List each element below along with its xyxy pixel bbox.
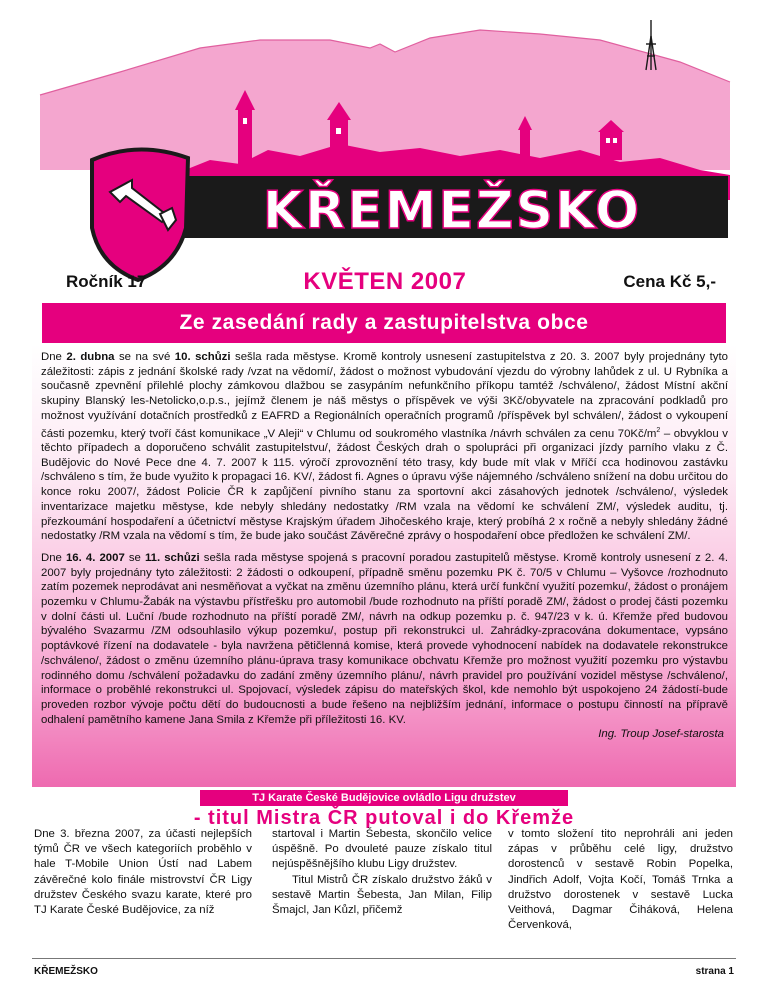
- paragraph-1-run: 2. dubna: [66, 351, 115, 363]
- paragraph-1-run: Dne: [41, 351, 67, 363]
- issue-month: KVĚTEN 2007: [303, 268, 467, 295]
- paragraph-1-run: 10. schůzi: [174, 351, 231, 363]
- karate-title: - titul Mistra ČR putoval i do Křemže: [193, 807, 575, 829]
- main-article: [32, 344, 736, 787]
- paragraph-1-run: – obvyklou v těchto případech a doporučeno schválit zastupitelstvu/, žádost Českých drah o spolupráci při organizaci jízdy parního vlaku z Č. Budějovic do Nové Pece dne 4. 7. 2007 k 115. výročí zprovoznění této trasy, kdy bude mít vlak v Mříčí cca hodinovou zastávku /schváleno s tím, že bude využito k propagaci 16. KV/, žádost fi. Agnes o úpravu výše nájemného /schváleno snížení na dobu určitou do konce roku 2007/, žádost Policie ČR k zapůjčení pivního stanu za sportovní akci zásahových jednotek /schváleno/, výsledek inventarizace majetku městyse, kde nebyly shledány nedostatky /RM vzala na vědomí ke schválení ZM/, výsledek auditu, tj. přezkoumání hospodaření a účetnictví městyse Krajským úřadem Jihočeského kraje, který probíhá 2 x ročně a nebyly shledány žádné nedostatky /RM vzala na vědomí s tím, že bude jako součást Závěrečné zprávy o hospodaření obce předložen ke schválení ZM/.: [41, 427, 728, 543]
- issue-price: Cena Kč 5,-: [623, 272, 716, 291]
- article-signature: Ing. Troup Josef-starosta: [598, 728, 724, 741]
- paragraph-2-run: 11. schůzi: [144, 551, 200, 564]
- paragraph-1-run: se na své: [114, 351, 175, 363]
- issue-info-bar: [42, 262, 726, 302]
- paragraph-2-run: sešla rada městyse spojená s pracovní poradou zastupitelů městyse. Kromě kontroly usnesení z 2. 4. 2007 byly projednány tyto záležitosti: 2 žádosti o odkoupení, případně směnu pozemku PK č. 70/5 v Chlumu – Vyšovce /rozhodnuto zatím pozemek neprodávat ani nesměňovat a vyčkat na změnu územního plánu, která určí funkční využití pozemku/, žádost o pronájem pozemku v Chlumu-Žabák na výstavbu přístřešku pro automobil /bude rozhodnuto na příští poradě ZM/, žádost o prodej části pozemku v dolní části ul. Luční /bude rozhodnuto na příští poradě ZM/, návrh na odkup pozemku p. č. 947/23 v k. ú. Křemže před budovou bývalého Svazarmu /ZM odsouhlasilo výkup pozemku/, postup při rekonstrukci ul. Zahrádky-zpracována dokumentace, vypsáno poptávkové řízení na dodavatele - byla navržena pětičlenná komise, která provede vyhodnocení nabídek na dodavatele rekonstrukce /schváleno/, žádost o změnu územního plánu-úprava trasy komunikace obchvatu Křemže pro možnost využití pozemku pro výstavbu rodinného domu /schválení požadavku do zadání změny územního plánu/, návrh pravidel pro používání vozidel městyse /schváleno/, informace o proběhlé rekonstrukci ul. Spojovací, výsledek zápisu do mateřských škol, kde nemohlo být uspokojeno 24 žádostí-bude proveden rozbor vývoje počtu dětí do budoucnosti a bude řešeno na nejbližším jednání, informace o postupu činností na přípravě odhalení pamětního kamene Jana Smila z Křemže při příležitosti 16. KV.: [41, 551, 728, 726]
- main-article-title: Ze zasedání rady a zastupitelstva obce: [179, 311, 589, 334]
- karate-col3-text: v tomto složení tito neprohráli ani jeden zápas v průběhu celé ligy, družstvo dorostenců v sestavě Robin Popelka, Jindřich Adolf, Vojta Kočí, Tomáš Trnka a družstvo dorostenek v sestavě Lucka Veithová, Dagmar Čiháková, Helena Červenková,: [508, 828, 733, 932]
- karate-column-2: [272, 827, 492, 918]
- footer-divider: [32, 958, 736, 959]
- volume-label: Ročník 17: [66, 272, 147, 291]
- karate-col1-text: Dne 3. března 2007, za účasti nejlepších týmů ČR ve všech kategoriích proběhlo v hale T-Mobile Union Ústí nad Labem závěrečné kolo finále mistrovství ČR Ligy družstev Českého svazu karate, které pro TJ Karate České Budějovice, za níž: [34, 828, 252, 917]
- paragraph-1-run: sešla rada městyse. Kromě kontroly usnesení zastupitelstva z 20. 3. 2007 byly projednány tyto záležitosti: zápis z jednání školské rady /vzat na vědomí/, žádost o možnost vybudování vjezdu do výrobny lahůdek z ul. U Rybníka a současně zpevnění přilehlé plochy zámkovou dlažbou se zasypáním nefunkčního příkopu tamtéž /schváleno/, žádost Místní akční skupiny Blanský les-Netolicko,o.p.s., jejímž členem je náš městys o příspěvek ve výši 3Kč/obyvatele na zpracování podkladů pro možnost využívání dotačních prostředků z EAFRD a Regionálních operačních programů /příspěvek byl schválen/, žádost o vykoupení části pozemku, který tvoří část komunikace „V Aleji“ v Chlumu od soukromého vlastníka /návrh schválen za cenu 70Kč/m: [41, 351, 728, 440]
- paragraph-2-run: 16. 4. 2007: [65, 551, 125, 564]
- paragraph-2-run: se: [124, 551, 145, 564]
- karate-column-1: [34, 827, 252, 918]
- footer-publication-name: KŘEMEŽSKO: [34, 966, 98, 977]
- article-paragraph-2: [41, 551, 728, 727]
- tower-icon: [646, 20, 656, 70]
- main-article-title-band: [42, 303, 726, 343]
- coat-of-arms-icon: [92, 149, 188, 280]
- paragraph-1-run: 2: [656, 426, 661, 434]
- karate-column-3: [508, 827, 733, 933]
- masthead-title: KŘEMEŽSKO: [262, 181, 642, 241]
- karate-col2-text-b: Titul Mistrů ČR získalo družstvo žáků v sestavě Martin Šebesta, Jan Milan, Filip Šmajcl, Jan Kůzl, přičemž: [272, 873, 492, 917]
- karate-col2-text-a: startoval i Martin Šebesta, skončilo velice úspěšně. Po dvouleté pauze získalo titul nejúspěšnějšího klubu Ligy družstev.: [272, 828, 492, 871]
- karate-subtitle: TJ Karate České Budějovice ovládlo Ligu družstev: [200, 790, 568, 806]
- article-paragraph-1: [41, 344, 728, 544]
- footer-page-number: strana 1: [695, 966, 734, 977]
- paragraph-2-run: Dne: [41, 551, 66, 564]
- masthead-artwork: [0, 0, 768, 300]
